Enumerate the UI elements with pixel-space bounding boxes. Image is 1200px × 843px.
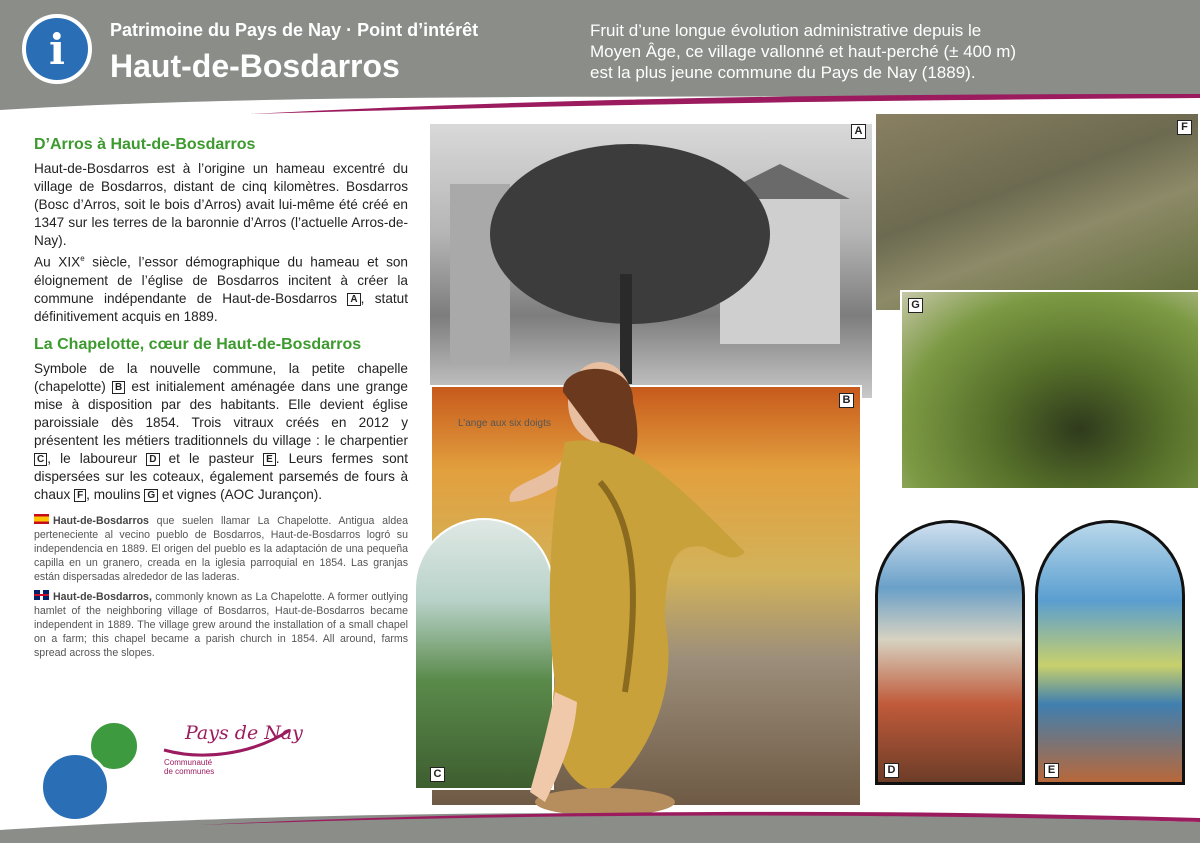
header-kicker: Patrimoine du Pays de Nay · Point d’intérêt — [110, 20, 479, 40]
stained-glass-ploughman — [875, 520, 1025, 785]
photo-letter: D — [884, 763, 899, 778]
photo-ref-d: D — [146, 453, 159, 466]
photo-ref-a: A — [347, 293, 360, 306]
text-run: et vignes (AOC Jurançon). — [158, 486, 323, 502]
logo-subtitle-line: de communes — [164, 767, 215, 776]
photo-letter: E — [1044, 763, 1059, 778]
intro-line: est la plus jeune commune du Pays de Nay (1889). — [590, 63, 976, 82]
text-run: , moulins — [86, 486, 145, 502]
section-heading-arros: D’Arros à Haut-de-Bosdarros — [34, 136, 256, 153]
photo-letter: G — [908, 298, 923, 313]
photo-letter: C — [430, 767, 445, 782]
logo-subtitle-line: Communauté — [164, 758, 213, 767]
superscript: e — [80, 254, 85, 263]
intro-line: Fruit d’une longue évolution administrative depuis le — [590, 21, 982, 40]
photo-mill — [900, 290, 1200, 490]
text-run: Au XIX — [34, 254, 81, 270]
section-paragraph — [34, 250, 408, 326]
text-run: , statut définitivement acquis en 1889. — [34, 290, 409, 324]
stained-glass-shepherd — [1035, 520, 1185, 785]
text-run: , le laboureur — [47, 450, 147, 466]
photo-ref-f: F — [74, 489, 86, 502]
text-run: . Leurs fermes sont dispersées sur les coteaux, également parsemés de fours à chaux — [34, 450, 409, 502]
pays-de-nay-logo-text: Pays de Nay — [185, 722, 303, 744]
translation-lead: Haut-de-Bosdarros — [53, 514, 149, 527]
intro-line: Moyen Âge, ce village vallonné et haut-perché (± 400 m) — [590, 42, 1017, 61]
info-icon: i — [22, 14, 92, 84]
spain-flag-icon — [34, 514, 49, 524]
photo-old-village — [428, 122, 874, 400]
photo-letter: F — [1177, 120, 1192, 135]
translation-english — [34, 590, 408, 660]
photo-ref-c: C — [34, 453, 47, 466]
photo-lime-kiln — [874, 112, 1200, 312]
translation-spanish — [34, 514, 408, 584]
photo-ref-b: B — [112, 381, 125, 394]
text-run: et le pasteur — [159, 450, 264, 466]
hiking-logo — [40, 752, 110, 822]
text-column — [34, 136, 408, 660]
photo-ref-g: G — [144, 489, 158, 502]
photo-ref-e: E — [263, 453, 276, 466]
uk-flag-icon — [34, 590, 49, 600]
translation-text: commonly known as La Chapelotte. A former outlying hamlet of the neighboring village of Bosdarros, Haut-de-Bosdarros became independent in 1889. The village grew around the installation of a small chapel on a farm; this chapel became a parish church in 1854. All around, farms spread across the slopes. — [34, 590, 408, 659]
page-title: Haut-de-Bosdarros — [110, 48, 400, 84]
section-paragraph — [34, 360, 408, 504]
text-run: est initialement aménagée dans une grange mise à disposition par des habitants. Elle devient église paroissiale dès 1854. Trois vitraux créés en 2012 y présentent les métiers traditionnels du village : le charpentier — [34, 378, 408, 448]
section-paragraph: Haut-de-Bosdarros est à l’origine un hameau excentré du village de Bosdarros, distant de cinq kilomètres. Bosdarros (Bosc d’Arros, soit le bois d’Arros) avait lui-même été créé en 1347 sur les terres de la baronnie d’Arros (l’actuelle Arros-de-Nay). — [34, 161, 408, 248]
translation-lead: Haut-de-Bosdarros, — [53, 590, 152, 603]
photo-letter: B — [839, 393, 854, 408]
translation-text: que suelen llamar La Chapelotte. Antigua aldea perteneciente al vecino pueblo de Bosdarros, Haut-de-Bosdarros logró su independencia en 1889. El origen del pueblo es la adaptación de una pequeña capilla en un granero, creada en la iglesia parroquial en 1854. Las granjas están dispersadas alrededor de las laderas. — [34, 514, 408, 583]
angel-statue-illustration — [505, 362, 795, 817]
pays-de-nay-logo-subtitle — [164, 758, 214, 776]
old-photo-illustration — [430, 124, 874, 400]
intro-text — [590, 20, 1110, 83]
angel-caption: L’ange aux six doigts — [458, 418, 551, 429]
section-heading-chapelotte: La Chapelotte, cœur de Haut-de-Bosdarros — [34, 335, 362, 353]
footer-wave-decoration — [0, 770, 1200, 843]
photo-letter: A — [851, 124, 866, 139]
text-run: Symbole de la nouvelle commune, la petite chapelle (chapelotte) — [34, 360, 408, 394]
text-run: siècle, l’essor démographique du hameau et son éloignement de l’église de Bosdarros incitent à créer la commune indépendante de Haut-de-Bosdarros — [34, 254, 408, 306]
